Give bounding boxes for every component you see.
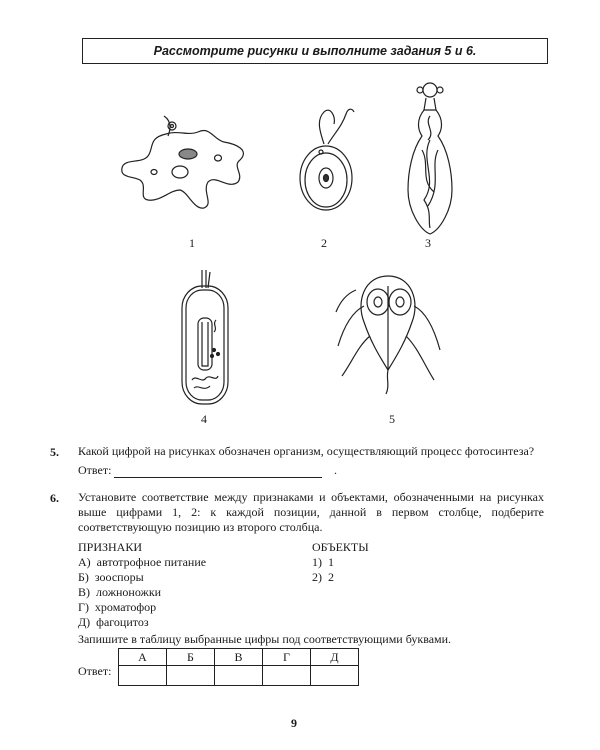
- amoeba-icon: [118, 112, 268, 212]
- object-item: 1) 1: [312, 555, 334, 569]
- feature-item: Д) фагоцитоз: [78, 615, 149, 629]
- task-banner: Рассмотрите рисунки и выполните задания 5 и 6.: [82, 38, 548, 64]
- question-5-answer-field[interactable]: [114, 463, 322, 478]
- answer-cell-a[interactable]: [119, 666, 167, 686]
- answer-table: [118, 648, 359, 686]
- table-instruction: Запишите в таблицу выбранные цифры под соответствующими буквами.: [78, 632, 452, 646]
- question-6-number: 6.: [50, 491, 59, 505]
- answer-table-header: Г: [263, 649, 311, 666]
- question-5-answer-label: Ответ:: [78, 463, 112, 477]
- features-header: ПРИЗНАКИ: [78, 540, 143, 554]
- table-answer-label: Ответ:: [78, 664, 112, 678]
- answer-table-input-row: [119, 666, 359, 686]
- answer-table-header: Б: [167, 649, 215, 666]
- figure-label-3: 3: [425, 236, 431, 250]
- feature-item: А) автотрофное питание: [78, 555, 207, 569]
- feature-item: Б) зооспоры: [78, 570, 144, 584]
- figure-label-5: 5: [389, 412, 395, 426]
- chlamydomonas-icon: [294, 104, 358, 216]
- answer-cell-g[interactable]: [263, 666, 311, 686]
- figure-label-4: 4: [201, 412, 207, 426]
- answer-table-header: В: [215, 649, 263, 666]
- figure-label-1: 1: [189, 236, 195, 250]
- feature-item: Г) хроматофор: [78, 600, 157, 614]
- answer-table-header-row: [119, 649, 359, 666]
- question-5-text: Какой цифрой на рисунках обозначен организм, осуществляющий процесс фотосинтеза?: [78, 444, 535, 458]
- answer-cell-b[interactable]: [167, 666, 215, 686]
- answer-cell-v[interactable]: [215, 666, 263, 686]
- page-number: 9: [291, 716, 297, 730]
- giardia-icon: [334, 266, 444, 396]
- answer-cell-d[interactable]: [311, 666, 359, 686]
- answer-table-header: А: [119, 649, 167, 666]
- objects-header: ОБЪЕКТЫ: [312, 540, 369, 554]
- bacterium-icon: [176, 270, 234, 408]
- feature-item: В) ложноножки: [78, 585, 162, 599]
- question-5-answer-end: .: [334, 463, 337, 477]
- figure-label-2: 2: [321, 236, 327, 250]
- answer-table-header: Д: [311, 649, 359, 666]
- object-item: 2) 2: [312, 570, 334, 584]
- flatworm-icon: [400, 80, 460, 236]
- question-5-number: 5.: [50, 445, 59, 459]
- question-6-text: Установите соответствие между признаками и объектами, обозначенными на рисунках выше цифрами 1, 2: к каждой позиции, данной в первом столбце, подберите соответствующую позицию из второго столбца.: [78, 490, 544, 534]
